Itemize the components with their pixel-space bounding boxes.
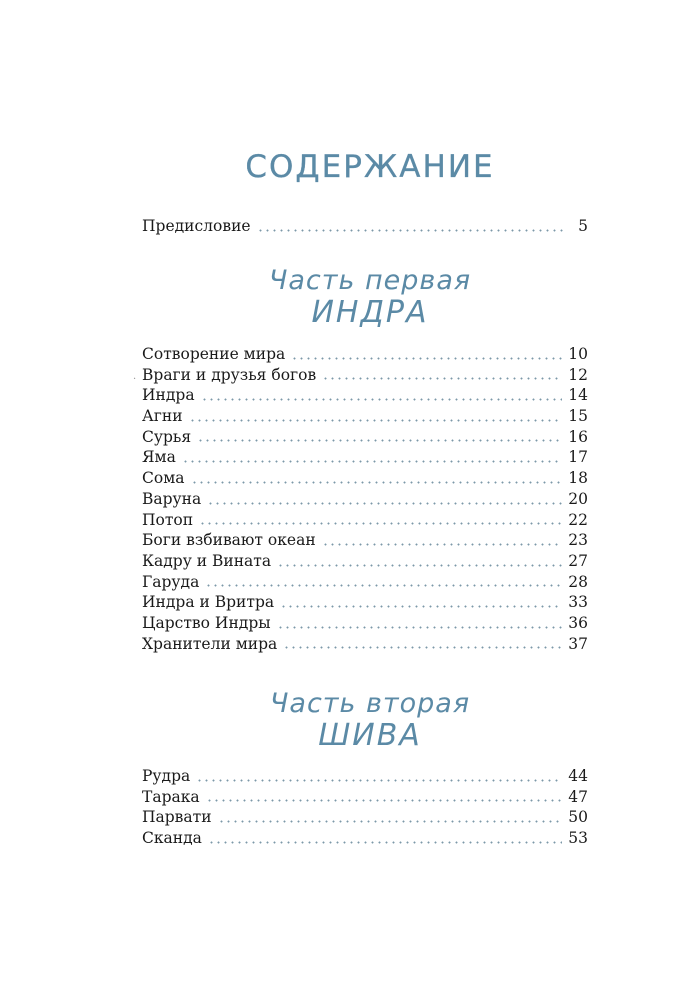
toc-entry-title: Сома	[142, 469, 185, 488]
toc-entry-page: 27	[568, 551, 588, 570]
toc-entry[interactable]	[142, 530, 588, 551]
toc-entry-title: Индра	[142, 386, 195, 405]
toc-entry[interactable]	[142, 406, 588, 427]
toc-entry-title: Боги взбивают океан	[142, 531, 316, 550]
toc-entry-page: 5	[578, 217, 588, 235]
toc-entry-title: Сотворение мира	[142, 345, 286, 363]
toc-entry[interactable]	[142, 385, 588, 406]
toc-entry-page: 33	[568, 593, 588, 612]
part-two-heading	[0, 689, 682, 753]
page-title: СОДЕРЖАНИЕ	[245, 148, 495, 185]
toc-entry-title: Яма	[142, 448, 176, 467]
leader-dots	[182, 460, 562, 463]
part-two-name: ШИВА	[318, 718, 422, 753]
part-one-list	[142, 344, 588, 654]
toc-entry-page: 23	[568, 531, 588, 550]
leader-dots	[206, 799, 563, 802]
toc-entry[interactable]	[142, 766, 588, 787]
toc-entry-title: Варуна	[142, 489, 202, 508]
leader-dots	[205, 584, 562, 587]
leader-dots	[277, 564, 562, 567]
toc-entry[interactable]	[142, 634, 588, 655]
leader-dots	[277, 626, 563, 629]
toc-entry-title: Потоп	[142, 510, 194, 529]
toc-entry-page: 14	[568, 386, 588, 405]
toc-entry-page: 53	[568, 829, 588, 848]
toc-entry-title: Сканда	[142, 829, 202, 848]
leader-dots	[218, 820, 563, 823]
leader-dots	[189, 419, 563, 422]
leader-dots	[207, 502, 562, 505]
toc-entry-title: Враги и друзья богов	[142, 365, 317, 384]
toc-entry[interactable]	[142, 344, 588, 365]
leader-dots	[197, 439, 562, 442]
leader-dots	[208, 841, 562, 844]
part-one-name: ИНДРА	[311, 295, 429, 330]
toc-entry-page: 17	[568, 448, 588, 467]
toc-entry-page: 20	[568, 489, 588, 508]
leader-dots	[280, 605, 562, 608]
toc-entry[interactable]	[142, 807, 588, 828]
toc-entry[interactable]	[142, 572, 588, 593]
part-one-subtitle: Часть первая	[268, 265, 472, 296]
part-two-subtitle: Часть вторая	[269, 688, 471, 719]
toc-entry[interactable]	[142, 592, 588, 613]
toc-entry-page: 15	[568, 407, 588, 426]
toc-entry-title: Хранители мира	[142, 634, 278, 653]
toc-entry-page: 47	[568, 787, 588, 806]
toc-entry-page: 36	[568, 613, 588, 632]
toc-entry-title: Индра и Вритра	[142, 593, 275, 612]
toc-entry-page: 50	[568, 808, 588, 827]
leader-dots	[191, 481, 563, 484]
preface-list	[142, 216, 588, 237]
toc-entry[interactable]	[142, 510, 588, 531]
toc-entry-title: Агни	[142, 407, 183, 426]
toc-entry-title: Рудра	[142, 767, 191, 785]
toc-entry-title: Кадру и Вината	[142, 551, 272, 570]
toc-entry[interactable]	[142, 787, 588, 808]
part-two-list	[142, 766, 588, 849]
toc-entry-title: Тарака	[142, 787, 200, 806]
toc-entry[interactable]	[142, 365, 588, 386]
leader-dots	[283, 646, 562, 649]
toc-entry[interactable]	[142, 828, 588, 849]
toc-entry-page: 44	[568, 767, 588, 785]
part-one-heading	[0, 266, 682, 330]
leader-dots	[196, 779, 562, 782]
margin-mark: ·	[133, 374, 137, 385]
toc-entry-title: Парвати	[142, 808, 212, 827]
toc-entry-page: 37	[568, 634, 588, 653]
toc-entry-preface[interactable]	[142, 216, 588, 237]
toc-entry-page: 22	[568, 510, 588, 529]
leader-dots	[257, 229, 566, 232]
leader-dots	[322, 543, 563, 546]
leader-dots	[291, 357, 562, 360]
toc-entry-title: Предисловие	[142, 217, 251, 235]
toc-entry-title: Гаруда	[142, 572, 200, 591]
toc-entry[interactable]	[142, 489, 588, 510]
toc-entry[interactable]	[142, 551, 588, 572]
toc-entry-page: 10	[568, 345, 588, 363]
leader-dots	[322, 377, 562, 380]
toc-entry-page: 28	[568, 572, 588, 591]
toc-entry-page: 18	[568, 469, 588, 488]
toc-entry-title: Царство Индры	[142, 613, 271, 632]
leader-dots	[199, 522, 562, 525]
toc-entry[interactable]	[142, 468, 588, 489]
toc-entry[interactable]	[142, 427, 588, 448]
toc-entry-title: Сурья	[142, 427, 192, 446]
toc-entry-page: 16	[568, 427, 588, 446]
toc-entry-page: 12	[568, 365, 588, 384]
leader-dots	[201, 398, 563, 401]
toc-entry[interactable]	[142, 447, 588, 468]
toc-entry[interactable]	[142, 613, 588, 634]
